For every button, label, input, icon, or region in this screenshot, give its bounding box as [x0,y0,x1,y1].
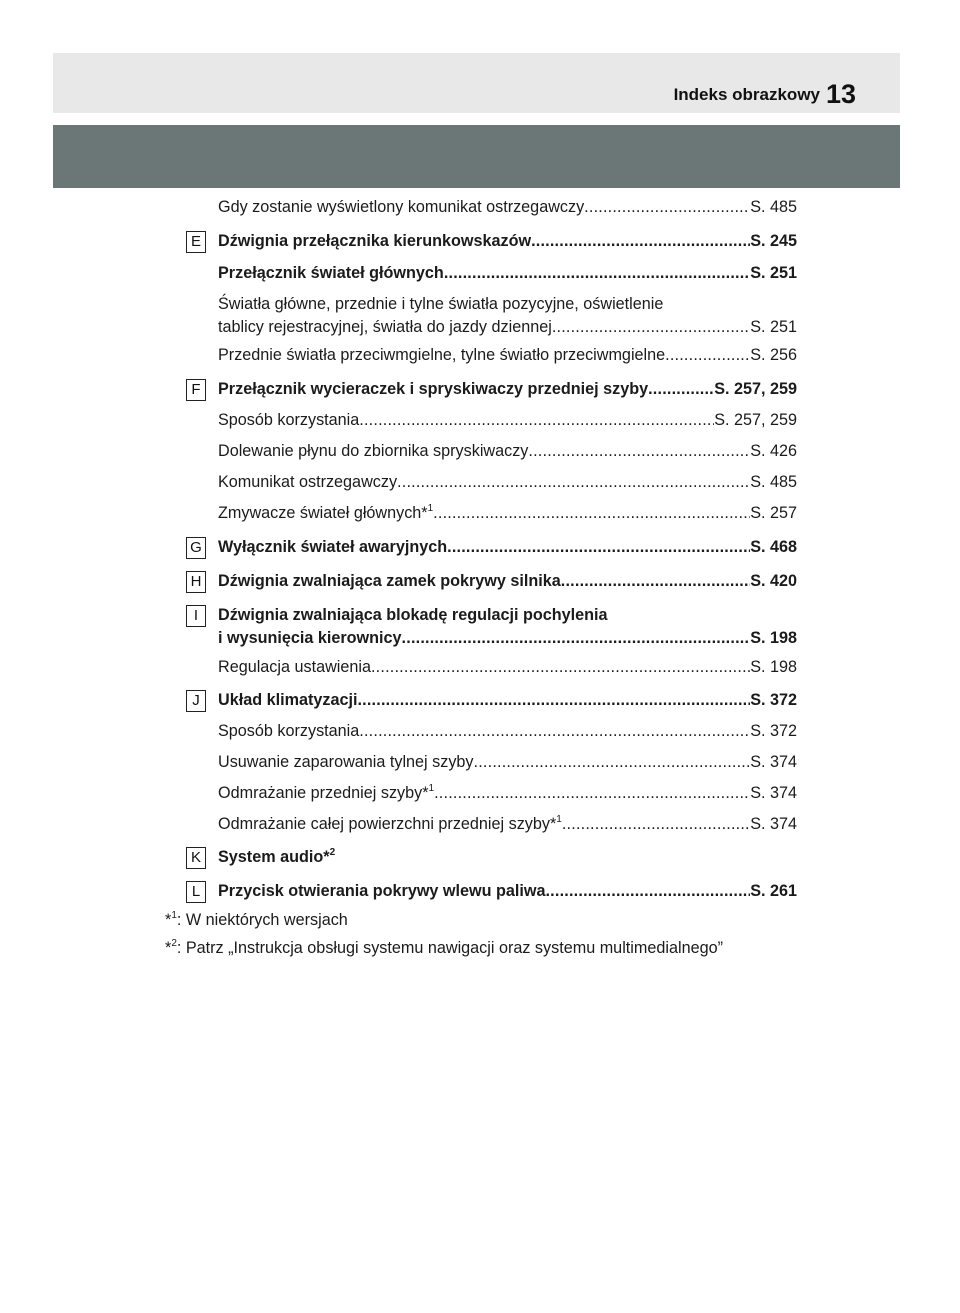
index-entry-text [218,378,648,401]
index-entry [218,293,797,339]
index-entry-label: Sposób korzystania [218,411,360,429]
dot-leader [528,440,750,463]
index-entry-text [218,316,552,339]
index-entry [218,570,797,593]
index-entry [218,378,797,401]
page-reference[interactable]: S. 245 [750,232,797,250]
dot-leader [584,196,750,219]
footnote-text: : Patrz „Instrukcja obsługi systemu nawigacji oraz systemu multimedialnego” [176,939,723,957]
dot-leader [562,813,750,836]
index-entry-label: Usuwanie zaparowania tylnej szyby [218,753,474,771]
index-entry [218,502,797,525]
index-entry-text [218,471,397,494]
index-letter-f: F [186,379,206,401]
index-entry-text [218,344,665,367]
page-reference[interactable]: S. 251 [750,318,797,336]
dot-leader [433,502,750,525]
page-reference[interactable]: S. 485 [750,198,797,216]
dot-leader [531,230,750,253]
page-reference[interactable]: S. 251 [750,264,797,282]
index-entry-text [218,409,359,432]
index-entry-text [218,570,561,593]
page-number: 13 [825,79,856,109]
index-entry-text [218,262,444,285]
index-entry-label: System audio* [218,848,330,866]
dot-leader [434,782,750,805]
index-entry-label: Dolewanie płynu do zbiornika spryskiwaczy [218,442,529,460]
section-title: Indeks obrazkowy [673,85,820,104]
index-letter-e: E [186,231,206,253]
index-entry [218,604,797,650]
footnote-number: 1 [171,910,177,921]
page-reference[interactable]: S. 257, 259 [714,411,797,429]
index-entry-text [218,689,357,712]
page-reference[interactable]: S. 468 [750,538,797,556]
footnote [165,909,348,932]
index-entry-text [218,846,335,869]
page-reference[interactable]: S. 426 [750,442,797,460]
index-entry-label: Sposób korzystania [218,722,360,740]
page-reference[interactable]: S. 261 [750,882,797,900]
dot-leader [648,378,714,401]
index-entry-label: Przycisk otwierania pokrywy wlewu paliwa [218,882,546,900]
index-entry-label: Dźwignia zwalniająca zamek pokrywy silnika [218,572,561,590]
section-band [53,125,900,188]
index-letter-g: G [186,537,206,559]
index-letter-l: L [186,881,206,903]
page-reference[interactable]: S. 198 [750,658,797,676]
page-reference[interactable]: S. 374 [750,784,797,802]
index-entry-label: Odmrażanie całej powierzchni przedniej szyby* [218,815,557,833]
dot-leader [357,689,750,712]
dot-leader [397,471,750,494]
index-entry-label: Przełącznik świateł głównych [218,264,444,282]
index-entry-text [218,880,545,903]
page-reference[interactable]: S. 372 [750,691,797,709]
index-entry [218,751,797,774]
index-entry-label: i wysunięcia kierownicy [218,629,402,647]
index-entry [218,880,797,903]
index-letter-i: I [186,605,206,627]
dot-leader [444,262,750,285]
index-letter-k: K [186,847,206,869]
index-entry-label: Odmrażanie przedniej szyby* [218,784,429,802]
index-entry [218,720,797,743]
index-entry-label: Układ klimatyzacji [218,691,358,709]
page-reference[interactable]: S. 257 [750,504,797,522]
footnote-ref: 1 [428,783,435,794]
index-entry [218,813,797,836]
footnote-ref: 2 [329,847,336,858]
index-entry-text [218,782,434,805]
index-entry [218,409,797,432]
dot-leader [665,344,750,367]
index-entry-text [218,230,531,253]
index-letter-h: H [186,571,206,593]
page-reference[interactable]: S. 257, 259 [714,380,797,398]
index-entry [218,689,797,712]
page-reference[interactable]: S. 198 [750,629,797,647]
index-entry-text-line1: Światła główne, przednie i tylne światła pozycyjne, oświetlenie [218,295,664,313]
index-entry-text [218,720,359,743]
page-reference[interactable]: S. 420 [750,572,797,590]
index-entry-text [218,536,447,559]
index-entry-label: Wyłącznik świateł awaryjnych [218,538,448,556]
index-entry [218,440,797,463]
index-entry [218,262,797,285]
index-entry-text [218,196,584,219]
index-entry-text [218,440,528,463]
index-entry [218,344,797,367]
index-entry-text-line1: Dźwignia zwalniająca blokadę regulacji pochylenia [218,606,608,624]
index-entry-text [218,502,433,525]
footnote-number: 2 [171,938,177,949]
page-reference[interactable]: S. 485 [750,473,797,491]
footnote-text: : W niektórych wersjach [176,911,348,929]
page-reference[interactable]: S. 256 [750,346,797,364]
index-entry-label: Przednie światła przeciwmgielne, tylne światło przeciwmgielne [218,346,666,364]
dot-leader [474,751,751,774]
index-entry [218,536,797,559]
footnote-mark: * [165,939,172,957]
footnote-ref: 1 [427,503,434,514]
page-reference[interactable]: S. 374 [750,753,797,771]
index-entry-label: Regulacja ustawienia [218,658,371,676]
index-letter-j: J [186,690,206,712]
index-entry [218,782,797,805]
index-entry-label: Zmywacze świateł głównych* [218,504,428,522]
footnote-mark: * [165,911,172,929]
index-entry-label: Dźwignia przełącznika kierunkowskazów [218,232,532,250]
index-entry-text [218,813,562,836]
dot-leader [402,627,751,650]
index-entry-label: tablicy rejestracyjnej, światła do jazdy dziennej [218,318,552,336]
index-entry [218,471,797,494]
index-entry-text [218,656,371,679]
index-entry [218,656,797,679]
index-entry-text [218,751,474,774]
index-entry-label: Przełącznik wycieraczek i spryskiwaczy przedniej szyby [218,380,649,398]
page-reference[interactable]: S. 372 [750,722,797,740]
index-entry [218,230,797,253]
index-entry-label: Gdy zostanie wyświetlony komunikat ostrzegawczy [218,198,585,216]
dot-leader [447,536,750,559]
index-entry-text [218,627,402,650]
footnote [165,937,723,960]
index-entry [218,196,797,219]
dot-leader [561,570,750,593]
dot-leader [359,720,750,743]
dot-leader [371,656,750,679]
dot-leader [552,316,750,339]
index-entry [218,846,797,869]
footnote-ref: 1 [556,814,562,825]
dot-leader [545,880,750,903]
index-entry-label: Komunikat ostrzegawczy [218,473,398,491]
page-reference[interactable]: S. 374 [750,815,797,833]
dot-leader [359,409,714,432]
